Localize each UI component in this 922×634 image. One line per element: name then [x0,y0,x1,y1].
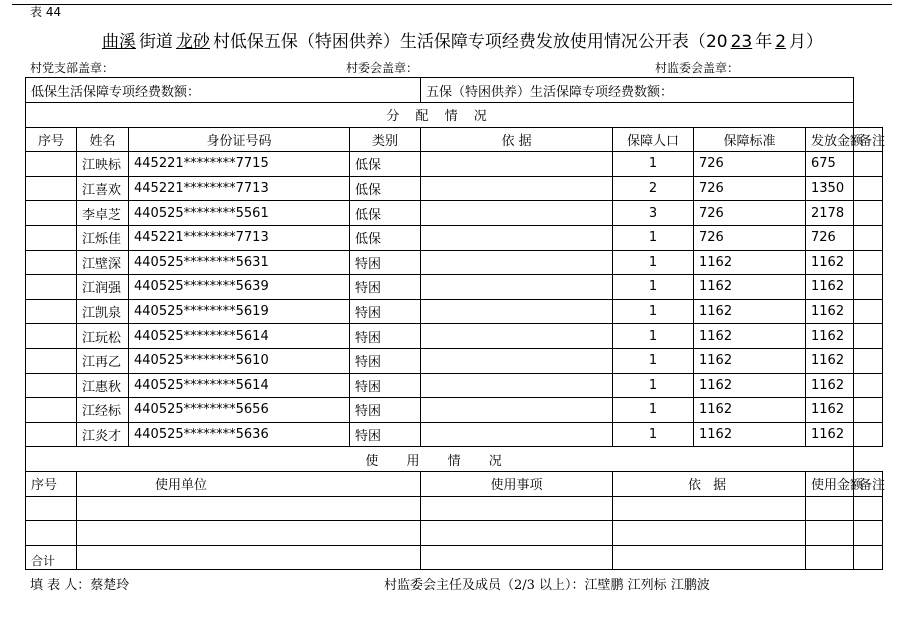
row-population: 1 [613,398,694,423]
row-basis [421,373,613,398]
row-name: 江烁佳 [77,225,129,250]
usage-cell [806,521,854,546]
distribution-row [26,299,883,324]
usage-cell [77,496,421,521]
row-remark [854,324,883,349]
row-basis [421,225,613,250]
usage-cell [77,521,421,546]
row-id: 440525********5636 [129,422,350,447]
row-amount: 1162 [806,250,854,275]
usage-section-title: 使 用 情 况 [26,447,854,472]
row-standard: 726 [694,225,806,250]
row-amount: 1162 [806,275,854,300]
row-basis [421,201,613,226]
row-amount: 1162 [806,324,854,349]
seal-row [30,59,880,75]
row-id: 445221********7713 [129,176,350,201]
row-standard: 1162 [694,324,806,349]
row-basis [421,324,613,349]
row-population: 1 [613,324,694,349]
row-name: 江壁深 [77,250,129,275]
distribution-header-row [26,127,883,152]
row-standard: 726 [694,176,806,201]
top-rule [12,4,892,5]
row-no [26,152,77,177]
usage-header-row [26,471,883,496]
header-remark: 备注 [854,127,883,152]
row-basis [421,299,613,324]
row-category: 特困 [350,373,421,398]
row-name: 江惠秋 [77,373,129,398]
distribution-row [26,373,883,398]
distribution-row [26,275,883,300]
row-amount: 726 [806,225,854,250]
usage-header-basis: 依 据 [613,471,806,496]
row-category: 特困 [350,324,421,349]
row-no [26,324,77,349]
row-remark [854,422,883,447]
row-category: 低保 [350,225,421,250]
row-remark [854,373,883,398]
row-category: 特困 [350,422,421,447]
row-name: 江映标 [77,152,129,177]
row-amount: 1162 [806,348,854,373]
row-category: 特困 [350,250,421,275]
row-remark [854,250,883,275]
disclosure-table [25,77,886,570]
row-name: 江玩松 [77,324,129,349]
usage-cell [26,521,77,546]
distribution-row [26,250,883,275]
distribution-row [26,324,883,349]
usage-cell [613,496,806,521]
row-basis [421,348,613,373]
footer [30,574,880,592]
row-population: 1 [613,152,694,177]
row-standard: 726 [694,152,806,177]
row-no [26,299,77,324]
usage-cell [854,496,883,521]
row-amount: 1162 [806,398,854,423]
page-title [0,27,922,52]
row-standard: 1162 [694,373,806,398]
row-standard: 726 [694,201,806,226]
row-name: 江炎才 [77,422,129,447]
title-t4: 月） [789,32,824,52]
row-id: 445221********7713 [129,225,350,250]
row-category: 特困 [350,299,421,324]
title-month: 2 [775,32,787,52]
row-no [26,250,77,275]
row-no [26,176,77,201]
row-remark [854,152,883,177]
row-population: 1 [613,373,694,398]
filler-label: 填 表 人：蔡楚玲 [30,578,130,593]
row-basis [421,152,613,177]
row-id: 440525********5614 [129,373,350,398]
title-t2: 村低保五保（特困供养）生活保障专项经费发放使用情况公开表（ [212,32,706,52]
row-id: 445221********7715 [129,152,350,177]
row-remark [854,398,883,423]
row-id: 440525********5656 [129,398,350,423]
row-population: 1 [613,299,694,324]
usage-cell [26,496,77,521]
usage-cell [77,545,421,570]
row-no [26,422,77,447]
row-no [26,275,77,300]
row-category: 低保 [350,201,421,226]
row-no [26,373,77,398]
header-population: 保障人口 [613,127,694,152]
row-standard: 1162 [694,275,806,300]
header-basis: 依 据 [421,127,613,152]
header-name: 姓名 [77,127,129,152]
title-t1: 街道 [138,32,173,52]
title-town: 曲溪 [101,32,136,52]
row-population: 1 [613,348,694,373]
row-no [26,201,77,226]
row-basis [421,176,613,201]
row-id: 440525********5619 [129,299,350,324]
supervisors-label: 村监委会主任及成员（2/3 以上）：江壁鹏 江列标 江鹏波 [384,578,710,593]
row-population: 3 [613,201,694,226]
row-category: 低保 [350,152,421,177]
usage-header-remark: 备注 [854,471,883,496]
row-population: 1 [613,422,694,447]
row-population: 1 [613,225,694,250]
row-remark [854,176,883,201]
row-name: 江再乙 [77,348,129,373]
row-amount: 675 [806,152,854,177]
row-amount: 1162 [806,373,854,398]
header-standard: 保障标准 [694,127,806,152]
row-standard: 1162 [694,299,806,324]
usage-cell [806,496,854,521]
distribution-row [26,398,883,423]
usage-header-unit: 使用单位 [77,471,421,496]
row-remark [854,201,883,226]
title-village: 龙砂 [175,32,210,52]
row-no [26,225,77,250]
usage-cell [854,521,883,546]
row-amount: 1162 [806,422,854,447]
title-year-prefix: 20 [705,32,728,52]
row-name: 江凯泉 [77,299,129,324]
row-name: 江经标 [77,398,129,423]
header-no: 序号 [26,127,77,152]
row-standard: 1162 [694,250,806,275]
row-amount: 2178 [806,201,854,226]
header-id: 身份证号码 [129,127,350,152]
row-name: 李卓芝 [77,201,129,226]
distribution-row [26,176,883,201]
dibao-fund-cell: 低保生活保障专项经费数额： [26,78,421,103]
row-name: 江润强 [77,275,129,300]
header-category: 类别 [350,127,421,152]
distribution-row [26,422,883,447]
total-label: 合计 [26,545,77,570]
usage-header-item: 使用事项 [421,471,613,496]
row-no [26,348,77,373]
row-population: 1 [613,275,694,300]
row-remark [854,348,883,373]
party-seal-label: 村党支部盖章： [30,61,115,75]
title-year-suffix: 23 [730,32,753,52]
usage-total-row [26,545,883,570]
wubao-fund-cell: 五保（特困供养）生活保障专项经费数额： [421,78,854,103]
row-standard: 1162 [694,422,806,447]
usage-cell [421,545,613,570]
supervision-seal-label: 村监委会盖章： [655,61,740,75]
row-remark [854,275,883,300]
usage-row [26,496,883,521]
row-population: 1 [613,250,694,275]
row-id: 440525********5639 [129,275,350,300]
header-amount: 发放金额 [806,127,854,152]
usage-row [26,521,883,546]
row-category: 低保 [350,176,421,201]
row-no [26,398,77,423]
row-remark [854,225,883,250]
row-name: 江喜欢 [77,176,129,201]
row-category: 特困 [350,275,421,300]
row-population: 2 [613,176,694,201]
usage-cell [854,545,883,570]
usage-cell [806,545,854,570]
table-number: 表 44 [30,5,62,19]
distribution-row [26,201,883,226]
usage-header-amount: 使用金额 [806,471,854,496]
row-basis [421,398,613,423]
title-t3: 年 [755,32,773,52]
usage-cell [421,496,613,521]
row-remark [854,299,883,324]
row-id: 440525********5614 [129,324,350,349]
row-amount: 1162 [806,299,854,324]
row-basis [421,275,613,300]
row-id: 440525********5561 [129,201,350,226]
row-id: 440525********5631 [129,250,350,275]
row-id: 440525********5610 [129,348,350,373]
row-standard: 1162 [694,398,806,423]
usage-cell [613,521,806,546]
distribution-row [26,225,883,250]
row-basis [421,250,613,275]
committee-seal-label: 村委会盖章： [346,61,419,75]
row-basis [421,422,613,447]
usage-cell [421,521,613,546]
usage-header-no: 序号 [26,471,77,496]
row-standard: 1162 [694,348,806,373]
distribution-row [26,152,883,177]
row-amount: 1350 [806,176,854,201]
usage-cell [613,545,806,570]
row-category: 特困 [350,348,421,373]
distribution-row [26,348,883,373]
distribution-section-title: 分 配 情 况 [26,103,854,128]
row-category: 特困 [350,398,421,423]
